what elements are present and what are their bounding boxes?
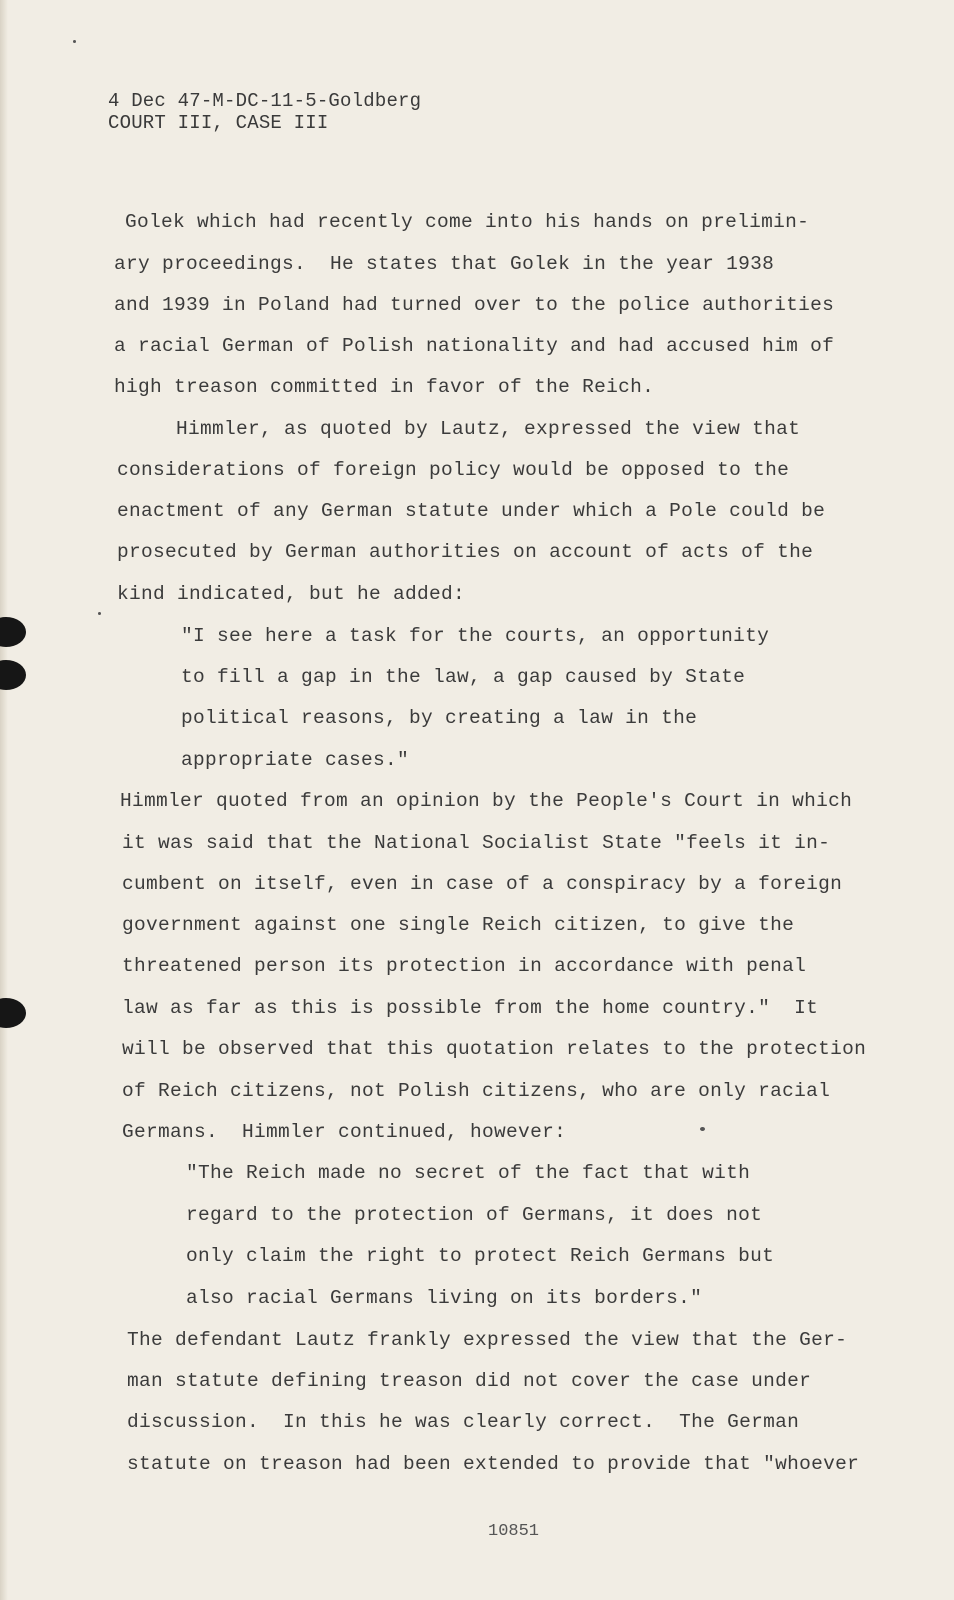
- paper-edge-shadow: [0, 0, 8, 1600]
- text-line: will be observed that this quotation relates to the protection: [122, 1038, 867, 1060]
- text-line: Himmler, as quoted by Lautz, expressed the view that: [176, 418, 801, 440]
- text-line: threatened person its protection in accordance with penal: [122, 955, 807, 977]
- text-line: Himmler quoted from an opinion by the People's Court in which: [120, 790, 853, 812]
- text-line: man statute defining treason did not cover the case under: [127, 1370, 812, 1392]
- text-line: discussion. In this he was clearly correct. The German: [127, 1411, 800, 1433]
- quote-line: "The Reich made no secret of the fact that with: [186, 1162, 751, 1184]
- punch-hole-1: [0, 617, 26, 647]
- quote-line: regard to the protection of Germans, it does not: [186, 1204, 763, 1226]
- text-line: it was said that the National Socialist State "feels it in-: [122, 832, 831, 854]
- punch-hole-2: [0, 660, 26, 690]
- text-line: Golek which had recently come into his hands on prelimin-: [125, 211, 810, 233]
- header-court-case: COURT III, CASE III: [108, 112, 329, 134]
- text-line: prosecuted by German authorities on account of acts of the: [117, 541, 814, 563]
- text-line: Germans. Himmler continued, however:: [122, 1121, 567, 1143]
- text-line: enactment of any German statute under which a Pole could be: [117, 500, 826, 522]
- page-number: 10851: [488, 1522, 540, 1541]
- quote-line: political reasons, by creating a law in the: [181, 707, 698, 729]
- text-line: kind indicated, but he added:: [117, 583, 466, 605]
- quote-line: only claim the right to protect Reich Germans but: [186, 1245, 775, 1267]
- quote-line: also racial Germans living on its borders.": [186, 1287, 703, 1309]
- text-line: The defendant Lautz frankly expressed the view that the Ger-: [127, 1329, 848, 1351]
- paper-speck: [73, 40, 76, 43]
- quote-line: appropriate cases.": [181, 749, 410, 771]
- document-header: [108, 90, 421, 134]
- text-line: government against one single Reich citizen, to give the: [122, 914, 795, 936]
- paper-speck: [700, 1127, 705, 1131]
- punch-hole-3: [0, 998, 26, 1028]
- text-line: ary proceedings. He states that Golek in the year 1938: [114, 253, 775, 275]
- text-line: of Reich citizens, not Polish citizens, who are only racial: [122, 1080, 831, 1102]
- text-line: and 1939 in Poland had turned over to the police authorities: [114, 294, 835, 316]
- text-line: cumbent on itself, even in case of a conspiracy by a foreign: [122, 873, 843, 895]
- quote-line: to fill a gap in the law, a gap caused by State: [181, 666, 746, 688]
- text-line: statute on treason had been extended to provide that "whoever: [127, 1453, 860, 1475]
- text-line: high treason committed in favor of the Reich.: [114, 376, 655, 398]
- text-line: a racial German of Polish nationality and had accused him of: [114, 335, 835, 357]
- text-line: considerations of foreign policy would be opposed to the: [117, 459, 790, 481]
- paper-speck: [98, 612, 101, 615]
- quote-line: "I see here a task for the courts, an opportunity: [181, 625, 770, 647]
- text-line: law as far as this is possible from the home country." It: [122, 997, 819, 1019]
- header-reference: 4 Dec 47-M-DC-11-5-Goldberg: [108, 90, 422, 112]
